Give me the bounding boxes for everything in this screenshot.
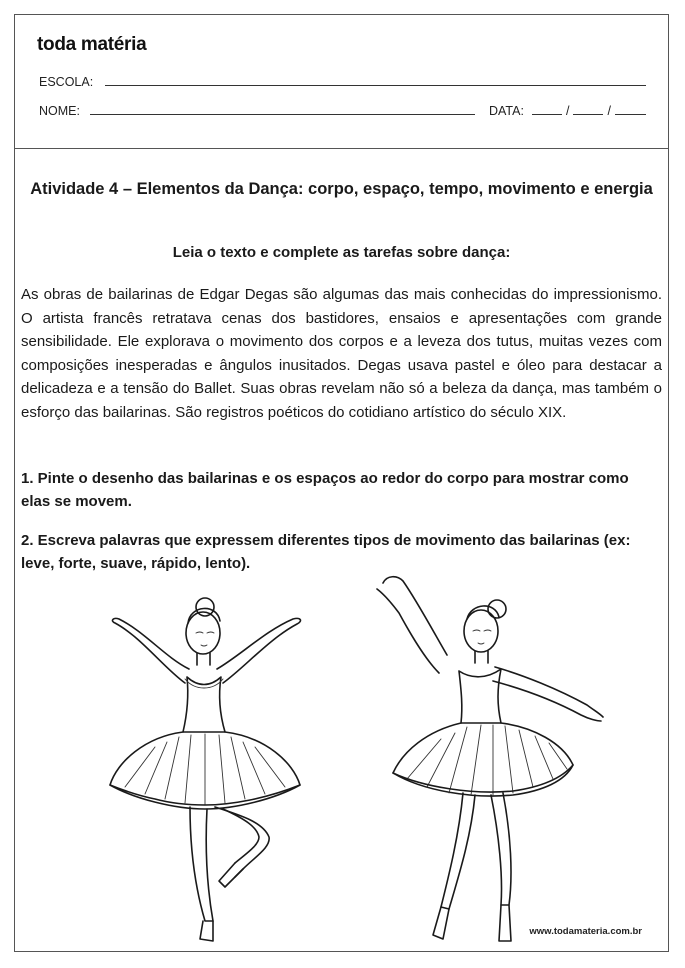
- nome-row: [39, 104, 646, 118]
- date-separator: /: [565, 104, 570, 118]
- task-1: 1. Pinte o desenho das bailarinas e os espaços ao redor do corpo para mostrar como elas se movem.: [21, 470, 629, 510]
- date-month-field[interactable]: [573, 113, 603, 115]
- escola-row: [39, 75, 646, 89]
- brand-logo: toda matéria: [37, 34, 147, 55]
- data-label: DATA:: [488, 104, 524, 118]
- website-footer[interactable]: www.todamateria.com.br: [529, 926, 642, 937]
- date-year-field[interactable]: [615, 113, 646, 115]
- escola-field[interactable]: [105, 84, 646, 86]
- task-2: 2. Escreva palavras que expressem diferentes tipos de movimento das bailarinas (ex: leve, forte, suave, rápido, lento).: [21, 532, 631, 572]
- nome-label: NOME:: [39, 104, 80, 118]
- date-day-field[interactable]: [532, 113, 562, 115]
- worksheet: [14, 14, 669, 952]
- nome-field[interactable]: [90, 113, 475, 115]
- escola-label: ESCOLA:: [39, 75, 94, 89]
- ballerina-right-illustration[interactable]: [363, 555, 623, 955]
- activity-title: Atividade 4 – Elementos da Dança: corpo, espaço, tempo, movimento e energia: [30, 180, 653, 198]
- date-separator: /: [607, 104, 611, 118]
- activity-subtitle: Leia o texto e complete as tarefas sobre dança:: [172, 244, 511, 261]
- worksheet-header: [15, 15, 668, 149]
- ballerina-left-illustration[interactable]: [55, 587, 355, 953]
- reading-paragraph: As obras de bailarinas de Edgar Degas são algumas das mais conhecidas do impressionismo. O artista francês retratava cenas dos bastidores, ensaios e apresentações com grande sensibilidade. Ele explorava o movimento dos corpos e a leveza dos tutus, muitas vezes com composições inesperadas e ângulos inusitados. Degas usava pastel e óleo para destacar a delicadeza e a tensão do Ballet. Suas obras revelam não só a beleza da dança, mas também o esforço das bailarinas. São registros poéticos do cotidiano artístico do século XIX.: [21, 286, 662, 421]
